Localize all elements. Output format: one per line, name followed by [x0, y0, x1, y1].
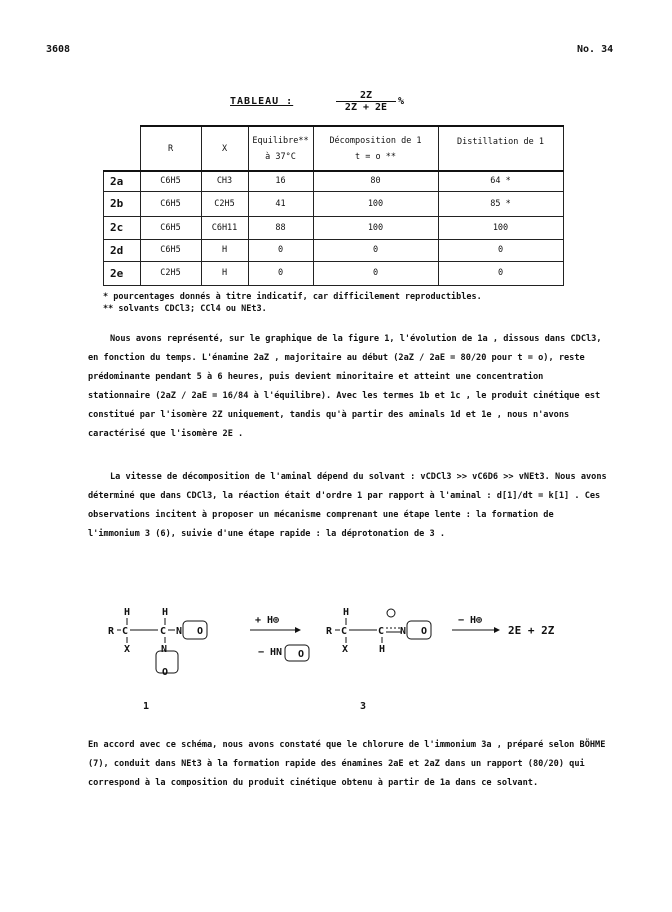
- atom-x3: X: [342, 644, 349, 655]
- row-label: 2b: [104, 191, 141, 216]
- cell-dist: 0: [438, 239, 563, 261]
- cell-r: C6H5: [140, 191, 201, 216]
- data-table: [103, 125, 564, 286]
- col-r: R: [140, 126, 201, 171]
- cell-eq: 0: [248, 261, 313, 285]
- table-row: [104, 216, 564, 239]
- reaction-scheme: [90, 605, 600, 715]
- issue-number: No. 34: [577, 44, 614, 55]
- paragraph-2: La vitesse de décomposition de l'aminal dépend du solvant : vCDCl3 >> vC6D6 >> vNEt3. Nous avons déterminé que dans CDCl3, la réaction était d'ordre 1 par rapport à l'aminal : d[1]/dt = k[1] . Ces observations incitent à proposer un mécanisme comprenant une étape lente : la formation de l'immonium 3 (6), suivie d'une étape rapide : la déprotonation de 3 .: [88, 472, 607, 539]
- col-equilibre-temp: à 37°C: [265, 151, 296, 162]
- atom-c2: C: [160, 626, 167, 637]
- cell-dist: 85 *: [438, 191, 563, 216]
- atom-n1: N: [176, 626, 183, 637]
- col-equilibre: [248, 126, 313, 171]
- atom-h4: H: [379, 644, 386, 655]
- atom-r: R: [108, 626, 115, 637]
- atom-o1: O: [197, 626, 204, 637]
- compound-1-label: 1: [143, 701, 150, 712]
- cell-eq: 88: [248, 216, 313, 239]
- table-row: [104, 239, 564, 261]
- cell-eq: 16: [248, 171, 313, 191]
- cell-r: C6H5: [140, 239, 201, 261]
- footnote-1: * pourcentages donnés à titre indicatif, car difficilement reproductibles.: [103, 292, 482, 302]
- cell-r: C2H5: [140, 261, 201, 285]
- fraction-denominator: 2Z + 2E: [336, 101, 396, 113]
- step1-byproduct: − HN: [258, 647, 283, 658]
- paragraph-1: Nous avons représenté, sur le graphique de la figure 1, l'évolution de 1a , dissous dans CDCl3, en fonction du temps. L'énamine 2aZ , majoritaire au début (2aZ / 2aE = 80/20 pour t = o), reste prédominante pendant 5 à 6 heures, puis devient minoritaire et atteint une concentration stationnaire (2aZ / 2aE = 16/84 à l'équilibre). Avec les termes 1b et 1c , le produit cinétique est constitué par l'isomère 2Z uniquement, tandis qu'à partir des aminals 1d et 1e , nous n'avons caractérisé que l'isomère 2E .: [88, 334, 602, 439]
- cell-x: C6H11: [201, 216, 248, 239]
- atom-c4: C: [378, 626, 385, 637]
- atom-h3: H: [343, 607, 350, 618]
- cell-dec: 100: [313, 216, 438, 239]
- table-row: [104, 261, 564, 285]
- page-number: 3608: [46, 44, 71, 55]
- fraction-unit: %: [398, 96, 405, 107]
- cell-x: CH3: [201, 171, 248, 191]
- row-label: 2c: [104, 216, 141, 239]
- atom-o2: O: [162, 667, 169, 678]
- table-header-row: [104, 126, 564, 171]
- col-equilibre-label: Equilibre**: [252, 135, 309, 146]
- atom-c1: C: [122, 626, 129, 637]
- atom-n3: N: [400, 626, 407, 637]
- fraction-numerator: 2Z: [359, 90, 373, 101]
- atom-r3: R: [326, 626, 333, 637]
- cell-x: C2H5: [201, 191, 248, 216]
- cell-dec: 80: [313, 171, 438, 191]
- col-decomposition-time: t = o **: [355, 151, 396, 162]
- cell-r: C6H5: [140, 216, 201, 239]
- atom-h2: H: [162, 607, 169, 618]
- footnote-2: ** solvants CDCl3; CCl4 ou NEt3.: [103, 304, 267, 314]
- compound-3-structure: [326, 607, 431, 655]
- cell-r: C6H5: [140, 171, 201, 191]
- compound-1-structure: [108, 607, 207, 678]
- cell-dec: 0: [313, 239, 438, 261]
- cell-dist: 0: [438, 261, 563, 285]
- table-row: [104, 191, 564, 216]
- table-row: [104, 171, 564, 191]
- table-title: TABLEAU :: [230, 96, 294, 107]
- step2-reagent: − H⊕: [458, 615, 483, 626]
- row-label: 2a: [104, 171, 141, 191]
- cell-x: H: [201, 239, 248, 261]
- atom-o3: O: [421, 626, 428, 637]
- cell-eq: 41: [248, 191, 313, 216]
- cell-dec: 0: [313, 261, 438, 285]
- atom-n2: N: [161, 644, 168, 655]
- col-distillation: Distillation de 1: [438, 126, 563, 171]
- cell-eq: 0: [248, 239, 313, 261]
- cell-x: H: [201, 261, 248, 285]
- col-x: X: [201, 126, 248, 171]
- cell-dist: 64 *: [438, 171, 563, 191]
- atom-c3: C: [341, 626, 348, 637]
- fraction: [336, 90, 396, 113]
- byproduct-o: O: [298, 649, 305, 660]
- products: 2E + 2Z: [508, 624, 555, 637]
- cell-dist: 100: [438, 216, 563, 239]
- step1-reagent: + H⊕: [255, 615, 280, 626]
- row-label: 2d: [104, 239, 141, 261]
- atom-h1: H: [124, 607, 131, 618]
- row-label: 2e: [104, 261, 141, 285]
- atom-x: X: [124, 644, 131, 655]
- compound-3-label: 3: [360, 701, 367, 712]
- paragraph-3: En accord avec ce schéma, nous avons constaté que le chlorure de l'immonium 3a , préparé selon BÖHME (7), conduit dans NEt3 à la formation rapide des énamines 2aE et 2aZ dans un rapport (80/20) qui correspond à la composition du produit cinétique obtenu à partir de 1a dans ce solvant.: [88, 740, 606, 788]
- col-decomposition: [313, 126, 438, 171]
- col-decomposition-label: Décomposition de 1: [329, 135, 422, 146]
- cell-dec: 100: [313, 191, 438, 216]
